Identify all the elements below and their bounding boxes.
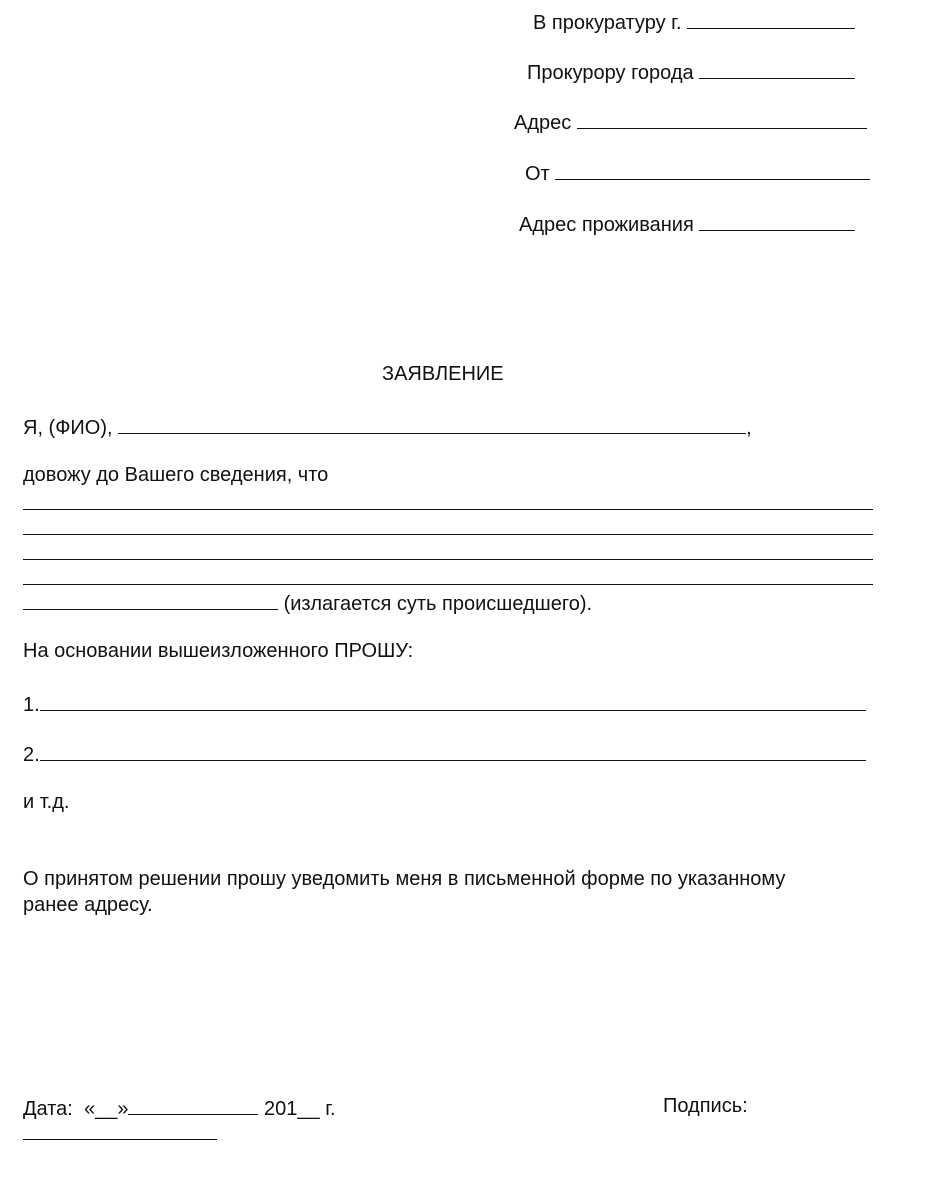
- request-item-2: [23, 740, 866, 767]
- essence-field: [23, 589, 592, 616]
- prosecutor-field: [527, 58, 855, 85]
- comma: ,: [746, 417, 752, 439]
- label: Адрес: [514, 112, 572, 134]
- prosecutor-office-field: [533, 8, 855, 35]
- address-field: [514, 108, 867, 135]
- label: В прокуратуру г.: [533, 12, 682, 34]
- item-number: 1.: [23, 694, 40, 716]
- date-year[interactable]: 201__ г.: [264, 1098, 336, 1120]
- residence-field: [519, 210, 855, 237]
- request-heading: На основании вышеизложенного ПРОШУ:: [23, 640, 414, 662]
- label: Я, (ФИО),: [23, 417, 113, 439]
- date-day[interactable]: «__»: [83, 1098, 129, 1120]
- label: Адрес проживания: [519, 214, 694, 236]
- from-field: [525, 159, 870, 186]
- blank-line[interactable]: [23, 509, 873, 510]
- blank-line[interactable]: [687, 8, 855, 29]
- blank-line[interactable]: [40, 690, 866, 711]
- blank-line[interactable]: [23, 589, 278, 610]
- blank-line[interactable]: [555, 159, 870, 180]
- document-title: ЗАЯВЛЕНИЕ: [382, 363, 504, 385]
- date-field: [23, 1094, 336, 1121]
- blank-line[interactable]: [23, 584, 873, 585]
- date-month-blank[interactable]: [128, 1094, 258, 1115]
- signature-label: Подпись:: [663, 1095, 748, 1117]
- date-label: Дата:: [23, 1098, 73, 1120]
- name-field: [23, 413, 752, 440]
- blank-line[interactable]: [699, 210, 855, 231]
- blank-line[interactable]: [40, 740, 866, 761]
- blank-line[interactable]: [23, 559, 873, 560]
- inform-text: довожу до Вашего сведения, что: [23, 464, 329, 486]
- blank-line[interactable]: [118, 413, 746, 434]
- essence-hint: (излагается суть происшедшего).: [283, 593, 593, 615]
- label: Прокурору города: [527, 62, 694, 84]
- blank-line[interactable]: [577, 108, 867, 129]
- signature-blank-line[interactable]: [23, 1139, 217, 1140]
- etc-text: и т.д.: [23, 791, 70, 813]
- request-item-1: [23, 690, 866, 717]
- notify-text-line1: О принятом решении прошу уведомить меня в письменной форме по указанному: [23, 868, 786, 890]
- blank-line[interactable]: [699, 58, 855, 79]
- item-number: 2.: [23, 744, 40, 766]
- notify-text-line2: ранее адресу.: [23, 894, 153, 916]
- label: От: [525, 163, 550, 185]
- blank-line[interactable]: [23, 534, 873, 535]
